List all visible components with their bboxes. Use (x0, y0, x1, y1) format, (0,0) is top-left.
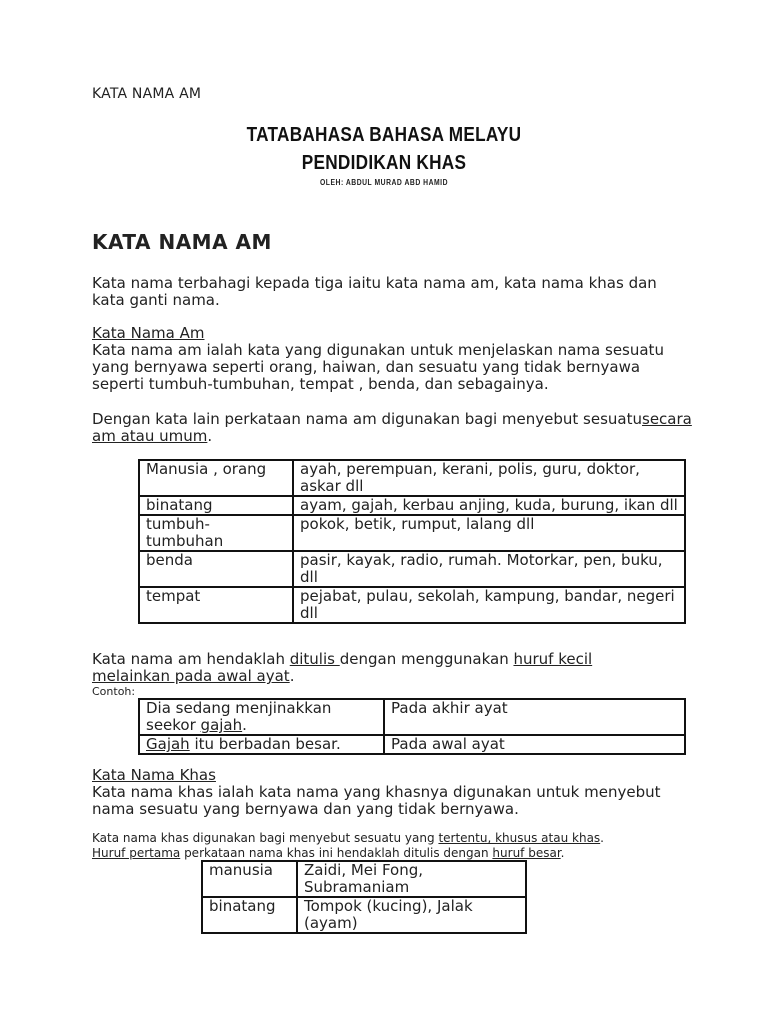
examples-cell: Zaidi, Mei Fong, Subramaniam (297, 861, 526, 897)
rule-text: Kata nama am hendaklah (92, 650, 290, 668)
examples-cell: pasir, kayak, radio, rumah. Motorkar, pen, buku, dll (293, 551, 685, 587)
table-row (139, 515, 685, 551)
examples-cell: ayam, gajah, kerbau anjing, kuda, burung, ikan dll (293, 496, 685, 515)
section-heading: KATA NAMA AM (92, 230, 272, 254)
kata-nama-am-subheading: Kata Nama Am (92, 324, 205, 342)
category-cell: Manusia , orang (139, 460, 293, 496)
table-row (139, 460, 685, 496)
author-byline: OLEH: ABDUL MURAD ABD HAMID (320, 178, 448, 187)
explanation-end: . (207, 427, 213, 445)
usage-underlined-1: tertentu, khusus atau khas (438, 831, 601, 845)
sentence-text: Dia sedang menjinakkan seekor (146, 699, 332, 734)
explanation-text: Dengan kata lain perkataan nama am digunakan bagi menyebut sesuatu (92, 410, 642, 428)
kata-nama-khas-subheading: Kata Nama Khas (92, 766, 216, 784)
table-row (139, 699, 685, 735)
position-cell: Pada awal ayat (384, 735, 685, 754)
table-row (139, 496, 685, 515)
sentence-underlined: Gajah (146, 735, 190, 753)
table-row (139, 587, 685, 623)
sentence-end: . (242, 716, 247, 734)
position-cell: Pada akhir ayat (384, 699, 685, 735)
usage-text-3: perkataan nama khas ini hendaklah ditulis dengan (180, 846, 493, 860)
contoh-table (138, 698, 686, 755)
examples-cell: pejabat, pulau, sekolah, kampung, bandar, negeri dll (293, 587, 685, 623)
kata-nama-am-definition: Kata nama am ialah kata yang digunakan untuk menjelaskan nama sesuatu yang bernyawa seperti orang, haiwan, dan sesuatu yang tidak bernyawa seperti tumbuh-tumbuhan, tempat , benda, dan sebagainya. (92, 341, 664, 393)
category-cell: benda (139, 551, 293, 587)
usage-text-2: . (600, 831, 604, 845)
example-sentence-cell (139, 699, 384, 735)
category-cell: manusia (202, 861, 297, 897)
rule-end: . (289, 667, 295, 685)
sentence-text: itu berbadan besar. (189, 735, 341, 753)
rule-text-2: dengan menggunakan (339, 650, 514, 668)
explanation-underlined: secara am atau umum (92, 410, 692, 445)
category-cell: tumbuh-tumbuhan (139, 515, 293, 551)
rule-underlined-2: huruf kecil melainkan pada awal ayat (92, 650, 593, 685)
usage-end: . (560, 846, 565, 860)
category-cell: tempat (139, 587, 293, 623)
examples-cell: pokok, betik, rumput, lalang dll (293, 515, 685, 551)
kata-nama-khas-table (201, 860, 527, 934)
writing-rule-paragraph (92, 651, 652, 685)
kata-nama-khas-usage (92, 831, 632, 861)
category-cell: binatang (139, 496, 293, 515)
contoh-label: Contoh: (92, 685, 136, 698)
table-row (202, 897, 526, 933)
table-row (139, 735, 685, 754)
examples-cell: ayah, perempuan, kerani, polis, guru, doktor, askar dll (293, 460, 685, 496)
table-row (202, 861, 526, 897)
usage-underlined-2: Huruf pertama (92, 846, 181, 860)
example-sentence-cell (139, 735, 384, 754)
kata-nama-am-table (138, 459, 686, 624)
usage-text: Kata nama khas digunakan bagi menyebut sesuatu yang (92, 831, 439, 845)
usage-underlined-3: huruf besar (492, 846, 561, 860)
intro-paragraph: Kata nama terbahagi kepada tiga iaitu kata nama am, kata nama khas dan kata ganti nama. (92, 274, 657, 309)
table-row (139, 551, 685, 587)
examples-cell: Tompok (kucing), Jalak (ayam) (297, 897, 526, 933)
rule-underlined-1: ditulis (289, 650, 340, 668)
header-label: KATA NAMA AM (92, 86, 202, 102)
document-title-line1: TATABAHASA BAHASA MELAYU (246, 124, 522, 146)
document-title-line2: PENDIDIKAN KHAS (301, 152, 467, 174)
category-cell: binatang (202, 897, 297, 933)
kata-nama-khas-definition: Kata nama khas ialah kata nama yang khasnya digunakan untuk menyebut nama sesuatu yang bernyawa dan yang tidak bernyawa. (92, 783, 661, 818)
kata-nama-am-explanation (92, 411, 692, 445)
sentence-underlined: gajah (200, 716, 243, 734)
